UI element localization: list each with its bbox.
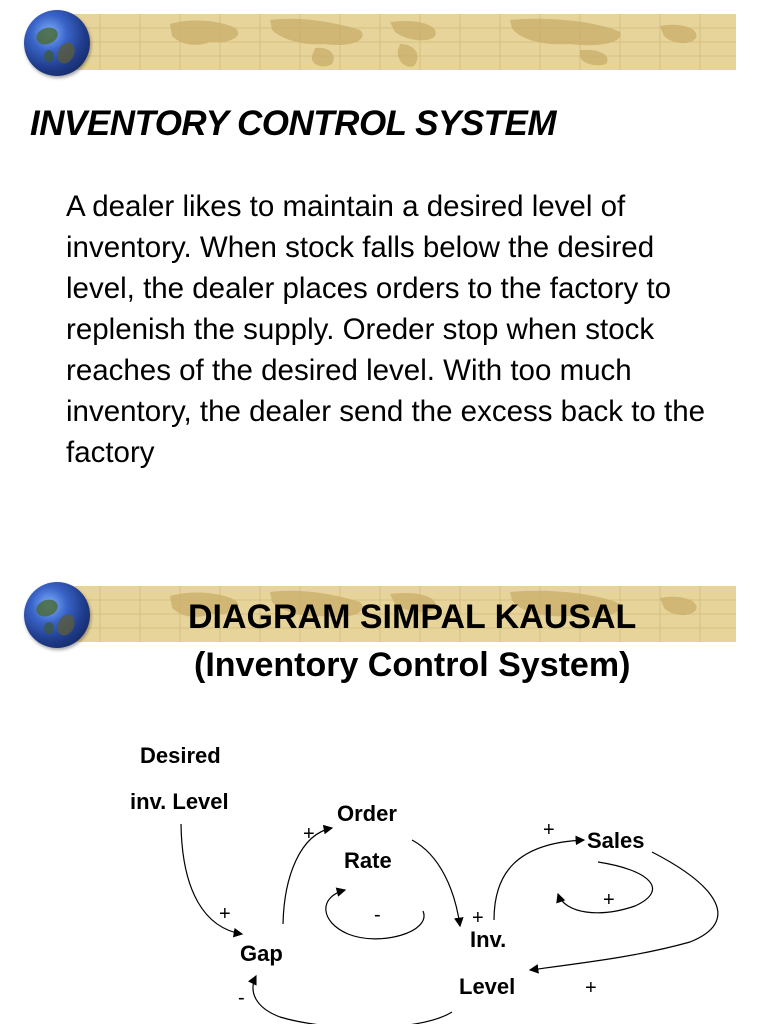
node-order-line1: Order <box>337 801 397 826</box>
arrow-desired-to-gap <box>181 824 242 934</box>
sign-desired-to-gap: + <box>219 903 231 925</box>
slide-title: INVENTORY CONTROL SYSTEM <box>30 104 557 143</box>
world-map-banner <box>60 14 736 70</box>
sign-sales-loop: + <box>603 889 615 911</box>
sign-inv-to-sales: + <box>543 819 555 841</box>
node-sales: Sales <box>587 828 645 853</box>
sign-sales-to-inv: + <box>585 977 597 999</box>
sign-inv-to-gap: - <box>238 987 245 1009</box>
node-desired-line1: Desired <box>140 743 221 768</box>
arrow-sales-to-inv <box>530 852 718 970</box>
sign-order-to-inv: + <box>472 907 484 929</box>
causal-loop-diagram <box>0 572 768 1024</box>
sign-order-loop: - <box>374 904 381 926</box>
slide-causal-loop-diagram <box>0 572 768 1024</box>
slide-body-text: A dealer likes to maintain a desired level of inventory. When stock falls below the desired level, the dealer places orders to the factory to replenish the supply. Oreder stop when stock reaches of the desired level. With too much inventory, the dealer send the excess back to the factory <box>66 190 706 469</box>
node-gap: Gap <box>240 941 283 966</box>
node-order-line2: Rate <box>344 848 392 873</box>
globe-icon <box>24 10 90 76</box>
node-inv-line2: Level <box>459 974 516 999</box>
world-map-graphic <box>60 14 736 70</box>
sign-gap-to-order: + <box>303 823 315 845</box>
arrow-inv-to-gap <box>253 976 452 1024</box>
node-desired-line2: inv. Level <box>130 789 229 814</box>
node-inv-line1: Inv. <box>470 927 507 952</box>
diagram-title: DIAGRAM SIMPAL KAUSAL <box>188 598 637 636</box>
arrow-order-to-inv <box>412 840 460 926</box>
diagram-subtitle: (Inventory Control System) <box>194 646 631 684</box>
